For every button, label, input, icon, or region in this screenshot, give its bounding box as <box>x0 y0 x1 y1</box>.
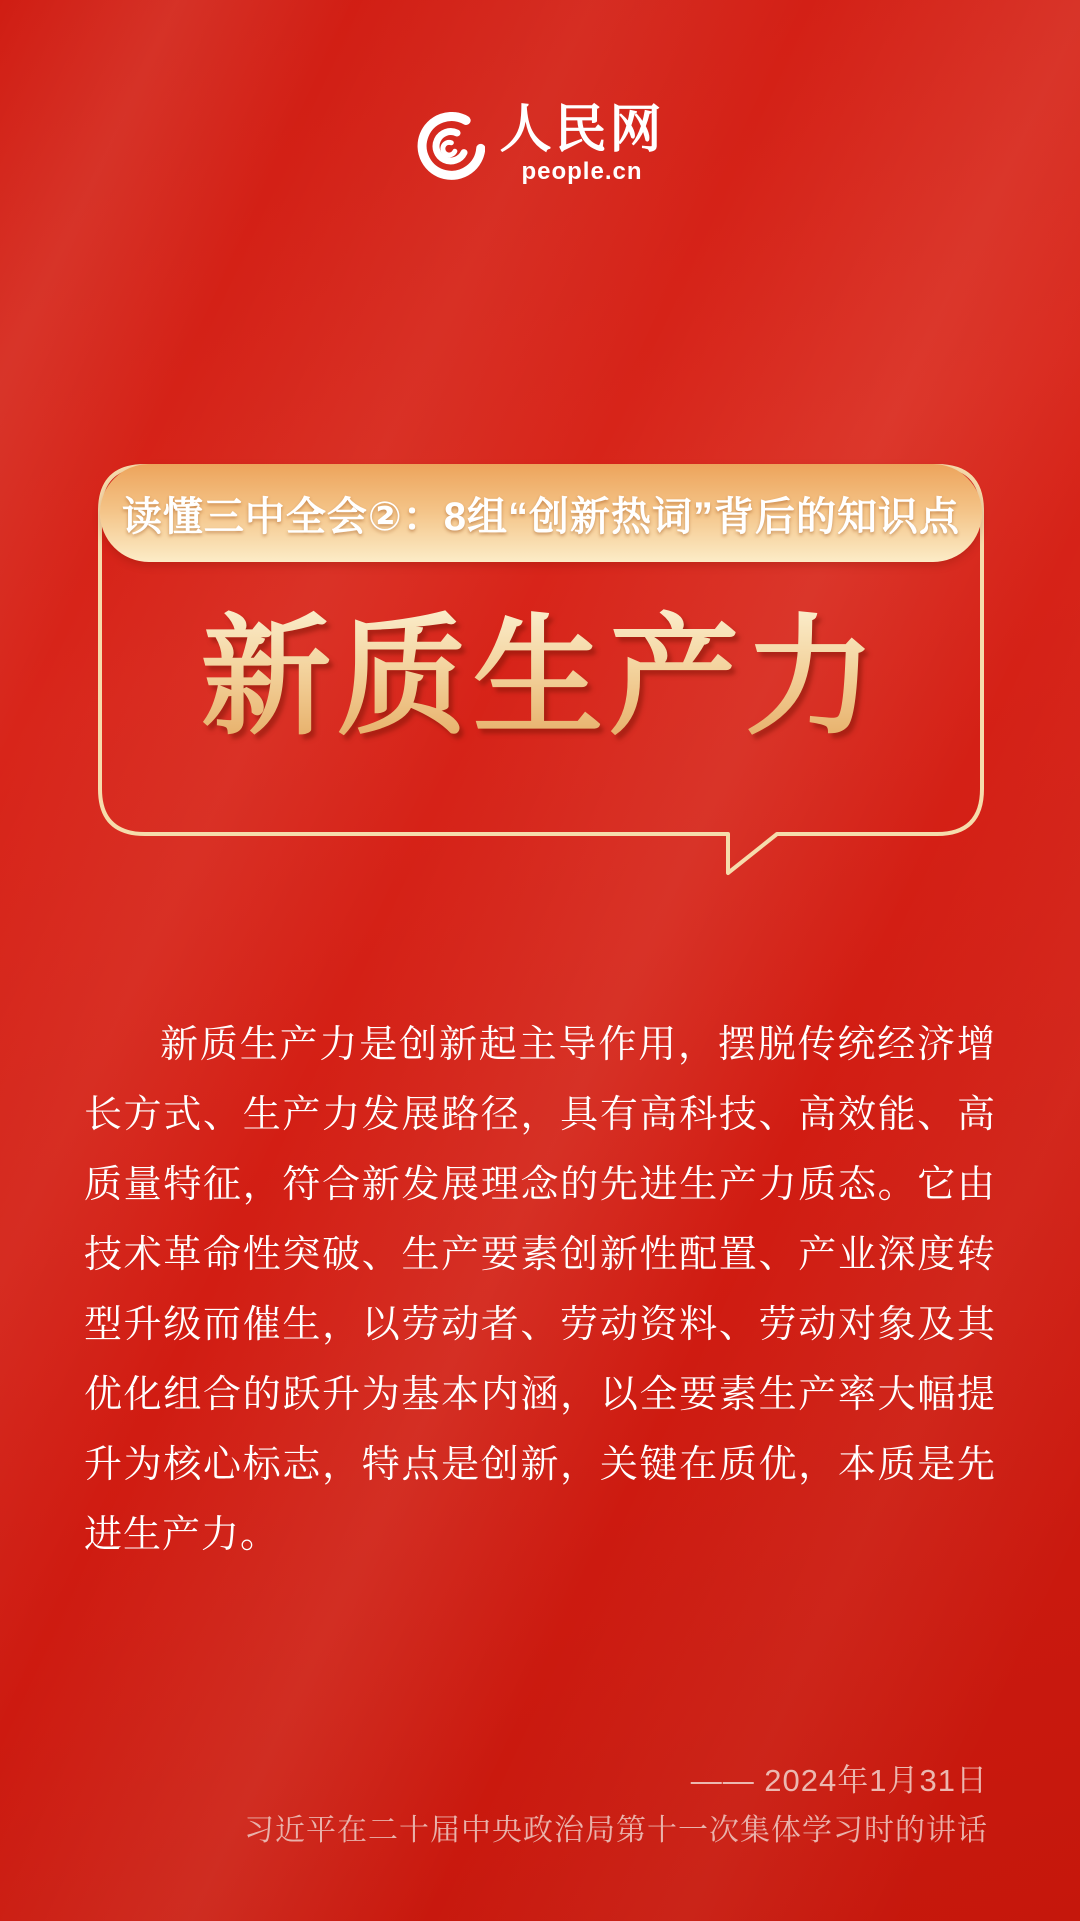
keyword-title: 新质生产力 <box>100 606 982 749</box>
series-header-banner <box>100 464 982 562</box>
brand-name-cn: 人民网 <box>499 101 665 159</box>
logo-text <box>499 101 665 185</box>
quote-source-block <box>244 1764 988 1847</box>
quote-date: —— 2024年1月31日 <box>690 1763 988 1798</box>
brand-name-en: people.cn <box>521 158 643 185</box>
quote-attribution: 习近平在二十届中央政治局第十一次集体学习时的讲话 <box>244 1814 988 1848</box>
people-cn-logo <box>0 101 1080 185</box>
definition-paragraph: 新质生产力是创新起主导作用，摆脱传统经济增长方式、生产力发展路径，具有高科技、高效能、高质量特征，符合新发展理念的先进生产力质态。它由技术革命性突破、生产要素创新性配置、产业深度转型升级而催生，以劳动者、劳动资料、劳动对象及其优化组合的跃升为基本内涵，以全要素生产率大幅提升为核心标志，特点是创新，关键在质优，本质是先进生产力。 <box>84 1024 996 1556</box>
people-cn-globe-swirl-icon <box>415 112 485 182</box>
series-header-label: 读懂三中全会②：8组“创新热词”背后的知识点 <box>121 494 961 539</box>
